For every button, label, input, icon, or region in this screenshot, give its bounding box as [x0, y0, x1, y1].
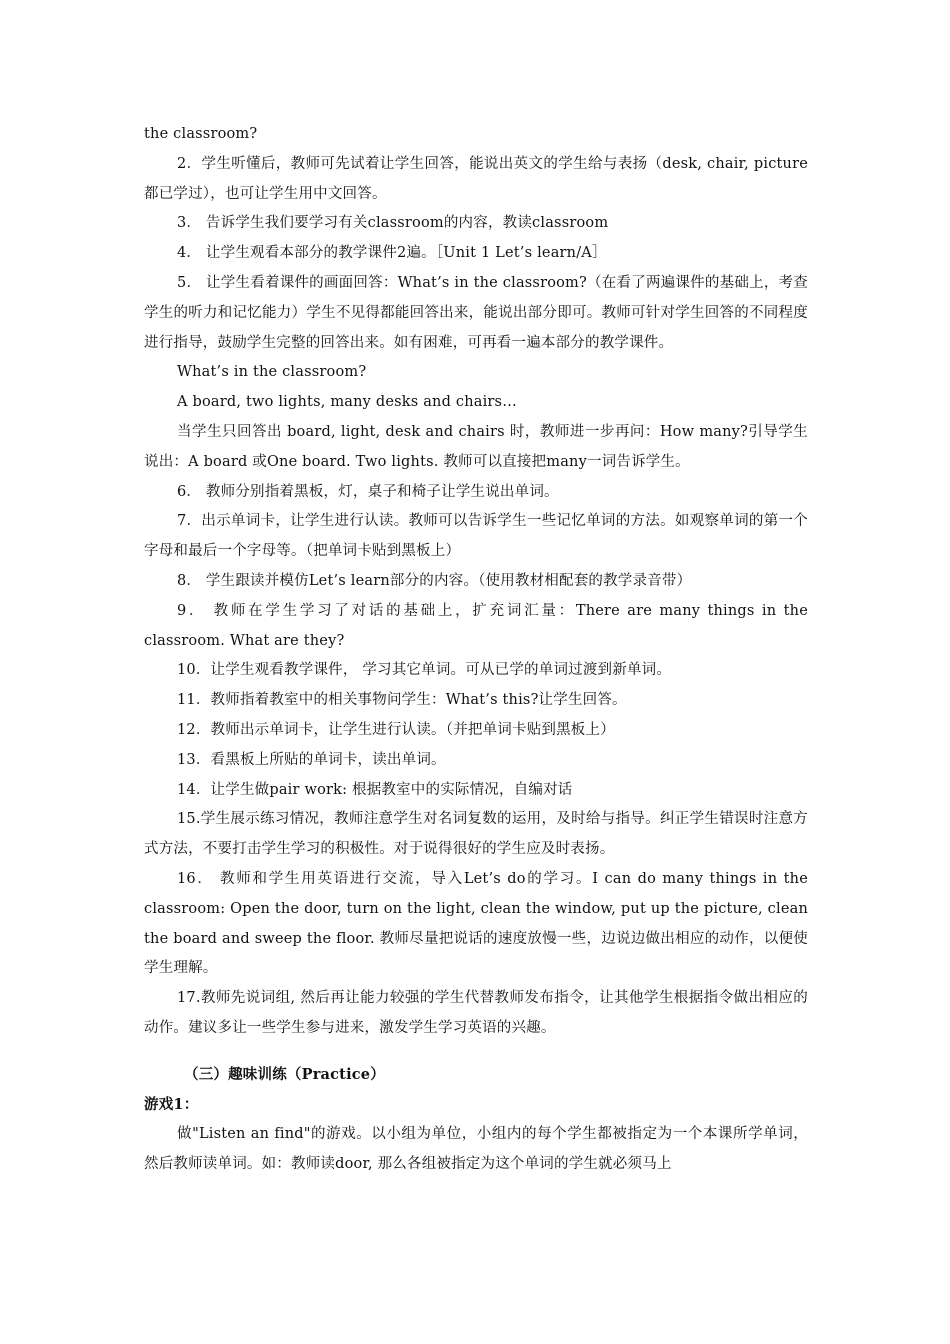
- paragraph-step-7: 7．出示单词卡，让学生进行认读。教师可以告诉学生一些记忆单词的方法。如观察单词的第一个字母和最后一个字母等。（把单词卡贴到黑板上）: [144, 513, 808, 560]
- paragraph-step-8: 8． 学生跟读并模仿Let’s learn部分的内容。（使用教材相配套的教学录音带）: [177, 572, 692, 589]
- game-title: 游戏1：: [144, 1095, 199, 1113]
- paragraph-step-12: 12．教师出示单词卡，让学生进行认读。（并把单词卡贴到黑板上）: [177, 721, 615, 738]
- paragraph-step-9: 9． 教师在学生学习了对话的基础上，扩充词汇量：There are many things in the classroom. What are they?: [144, 602, 808, 649]
- paragraph-step-11: 11．教师指着教室中的相关事物问学生：What’s this?让学生回答。: [177, 692, 627, 709]
- document-page: [144, 120, 808, 1179]
- paragraph-step-16: 16． 教师和学生用英语进行交流，导入Let’s do的学习。I can do many things in the classroom: Open the door, turn on the light, clean the window, put up the picture, clean the board and sweep the floor. 教师尽量把说话的速度放慢一些，边说边做出相应的动作，以便使学生理解。: [144, 870, 808, 977]
- section-spacer: [144, 1044, 808, 1060]
- paragraph-continuation: the classroom?: [144, 126, 258, 142]
- section-heading: （三）趣味训练（Practice）: [184, 1065, 385, 1083]
- paragraph-step-2: 2．学生听懂后，教师可先试着让学生回答，能说出英文的学生给与表扬（desk, chair, picture都已学过），也可让学生用中文回答。: [144, 155, 808, 202]
- paragraph-step-5: 5． 让学生看着课件的画面回答：What’s in the classroom?（在看了两遍课件的基础上，考查学生的听力和记忆能力）学生不见得都能回答出来，能说出部分即可。教师可针对学生回答的不同程度进行指导，鼓励学生完整的回答出来。如有困难，可再看一遍本部分的教学课件。: [144, 274, 808, 351]
- paragraph-step-15: 15.学生展示练习情况，教师注意学生对名词复数的运用，及时给与指导。纠正学生错误时注意方式方法，不要打击学生学习的积极性。对于说得很好的学生应及时表扬。: [144, 811, 808, 858]
- paragraph-followup: 当学生只回答出 board, light, desk and chairs 时，教师进一步再问：How many?引导学生说出：A board 或One board. Two lights. 教师可以直接把many一词告诉学生。: [144, 423, 808, 470]
- paragraph-step-6: 6． 教师分别指着黑板，灯，桌子和椅子让学生说出单词。: [177, 483, 559, 500]
- paragraph-answer: A board, two lights, many desks and chairs…: [177, 394, 517, 411]
- paragraph-step-17: 17.教师先说词组, 然后再让能力较强的学生代替教师发布指令，让其他学生根据指令做出相应的动作。建议多让一些学生参与进来，激发学生学习英语的兴趣。: [144, 990, 808, 1036]
- paragraph-question: What’s in the classroom?: [177, 364, 367, 381]
- paragraph-step-3: 3． 告诉学生我们要学习有关classroom的内容，教读classroom: [177, 215, 609, 232]
- paragraph-step-10: 10．让学生观看教学课件， 学习其它单词。可从已学的单词过渡到新单词。: [177, 662, 672, 679]
- paragraph-step-4: 4． 让学生观看本部分的教学课件2遍。［Unit 1 Let’s learn/A］: [177, 245, 607, 262]
- paragraph-step-13: 13．看黑板上所贴的单词卡，读出单词。: [177, 751, 446, 768]
- paragraph-step-14: 14．让学生做pair work: 根据教室中的实际情况，自编对话: [177, 781, 573, 798]
- game-paragraph: 做"Listen an find"的游戏。以小组为单位，小组内的每个学生都被指定为一个本课所学单词，然后教师读单词。如：教师读door, 那么各组被指定为这个单词的学生就必须马上: [144, 1125, 808, 1172]
